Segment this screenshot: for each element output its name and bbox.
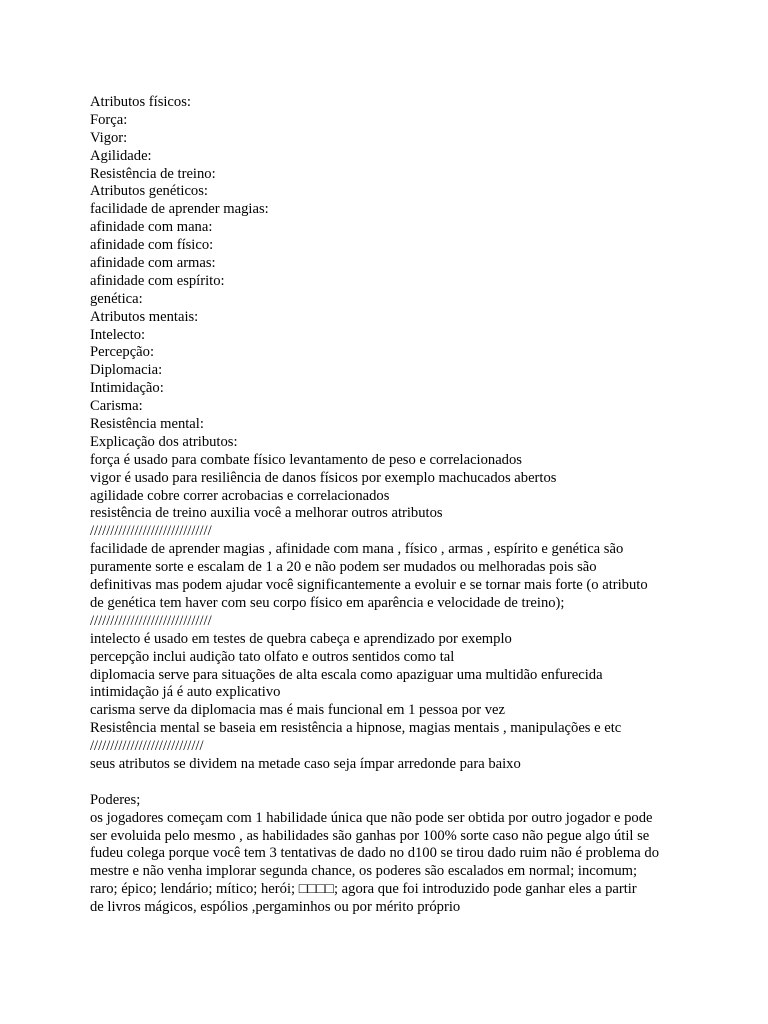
text-line: Atributos genéticos: — [90, 183, 208, 200]
text-line: Resistência de treino: — [90, 165, 216, 182]
text-line: afinidade com armas: — [90, 255, 216, 272]
text-line: diplomacia serve para situações de alta escala como apaziguar uma multidão enfurecida — [90, 666, 603, 683]
text-line: de genética tem haver com seu corpo físico em aparência e velocidade de treino); — [90, 594, 565, 611]
text-line: ////////////////////////////// — [90, 523, 212, 540]
text-line: vigor é usado para resiliência de danos físicos por exemplo machucados abertos — [90, 469, 557, 486]
text-line: Resistência mental: — [90, 416, 204, 433]
text-line: força é usado para combate físico levantamento de peso e correlacionados — [90, 451, 522, 468]
text-line: agilidade cobre correr acrobacias e correlacionados — [90, 487, 390, 504]
text-line: facilidade de aprender magias: — [90, 201, 269, 218]
text-line: de livros mágicos, espólios ,pergaminhos ou por mérito próprio — [90, 899, 461, 916]
text-line: Explicação dos atributos: — [90, 433, 238, 450]
text-line: seus atributos se dividem na metade caso seja ímpar arredonde para baixo — [90, 755, 521, 772]
document-body — [90, 94, 690, 917]
text-line: Percepção: — [90, 344, 155, 361]
text-line: fudeu colega porque você tem 3 tentativas de dado no d100 se tirou dado ruim não é problema do — [90, 845, 659, 862]
text-line: Intimidação: — [90, 380, 164, 397]
text-line: carisma serve da diplomacia mas é mais funcional em 1 pessoa por vez — [90, 702, 505, 719]
text-line: Atributos físicos: — [90, 94, 191, 110]
text-line: afinidade com espírito: — [90, 272, 225, 289]
text-line: facilidade de aprender magias , afinidade com mana , físico , armas , espírito e genética são — [90, 541, 624, 558]
text-line: Intelecto: — [90, 326, 146, 343]
text-line: afinidade com mana: — [90, 219, 213, 236]
text-line: intimidação já é auto explicativo — [90, 684, 281, 701]
text-line: raro; épico; lendário; mítico; herói; □□□□; agora que foi introduzido pode ganhar eles a partir — [90, 881, 637, 898]
text-line: percepção inclui audição tato olfato e outros sentidos como tal — [90, 648, 455, 665]
text-line: ser evoluida pelo mesmo , as habilidades são ganhas por 100% sorte caso não pegue algo útil se — [90, 827, 650, 844]
text-line: //////////////////////////// — [90, 738, 204, 755]
text-line: Resistência mental se baseia em resistência a hipnose, magias mentais , manipulações e etc — [90, 720, 622, 737]
text-line: ////////////////////////////// — [90, 612, 212, 629]
text-line: resistência de treino auxilia você a melhorar outros atributos — [90, 505, 443, 522]
text-line: Diplomacia: — [90, 362, 163, 379]
text-line: afinidade com físico: — [90, 237, 214, 254]
text-line: Força: — [90, 111, 128, 128]
text-line: os jogadores começam com 1 habilidade única que não pode ser obtida por outro jogador e pode — [90, 809, 653, 826]
text-line: intelecto é usado em testes de quebra cabeça e aprendizado por exemplo — [90, 630, 512, 647]
text-line: Agilidade: — [90, 147, 152, 164]
text-line: Poderes; — [90, 791, 141, 808]
blank-line — [90, 774, 690, 792]
text-line: Vigor: — [90, 129, 128, 146]
text-line: genética: — [90, 290, 143, 307]
text-line: Carisma: — [90, 398, 143, 415]
text-line: mestre e não venha implorar segunda chance, os poderes são escalados em normal; incomum; — [90, 863, 638, 880]
text-line: definitivas mas podem ajudar você significantemente a evoluir e se tornar mais forte (o atributo — [90, 577, 648, 594]
text-line: puramente sorte e escalam de 1 a 20 e não podem ser mudados ou melhoradas pois são — [90, 559, 597, 576]
text-line: Atributos mentais: — [90, 308, 199, 325]
